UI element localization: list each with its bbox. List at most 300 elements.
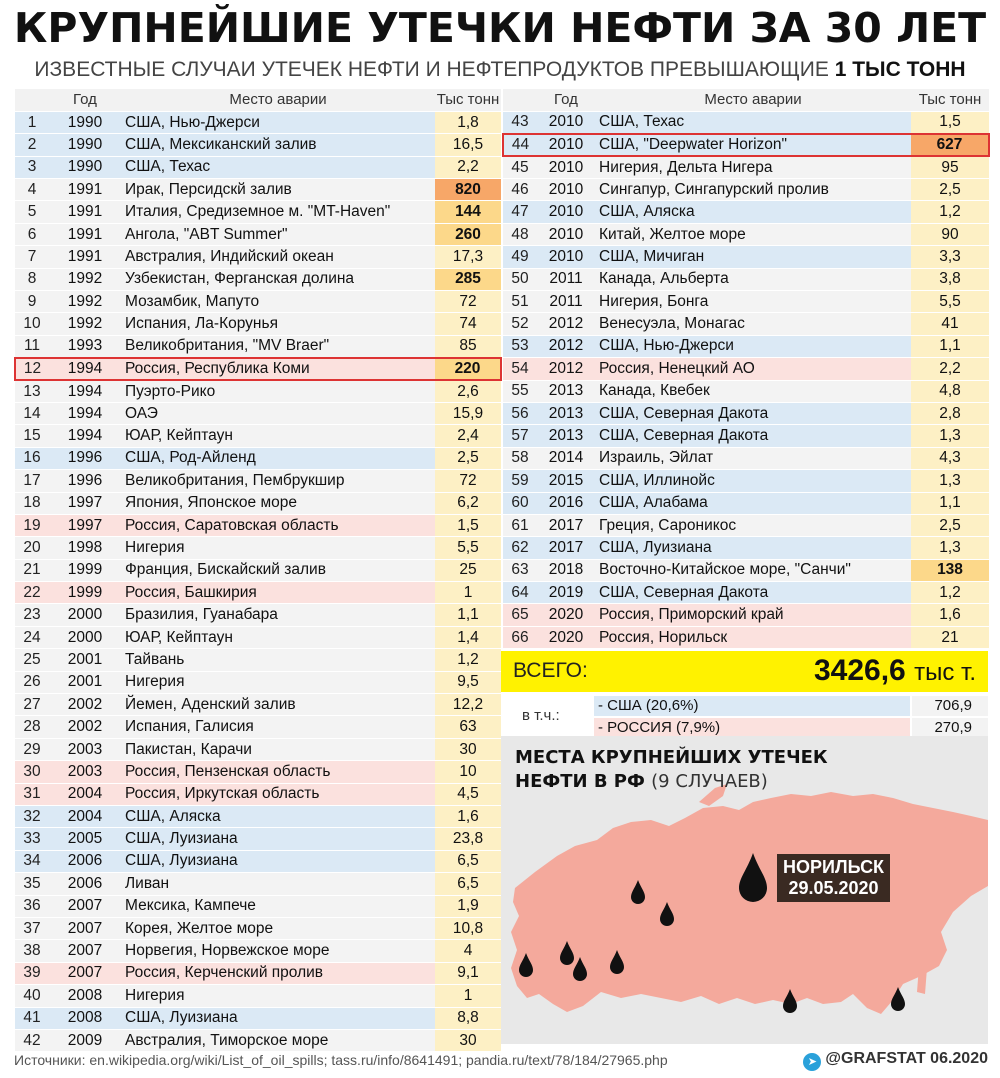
row-value: 220: [435, 358, 501, 380]
row-number: 8: [15, 268, 49, 290]
row-value: 285: [435, 268, 501, 290]
row-value: 2,2: [911, 358, 989, 380]
row-number: 12: [15, 358, 49, 380]
row-number: 40: [15, 985, 49, 1007]
row-number: 51: [503, 291, 537, 313]
row-place: Нигерия: [121, 985, 435, 1007]
row-place: Австралия, Тиморское море: [121, 1029, 435, 1051]
row-value: 1: [435, 582, 501, 604]
norilsk-callout-date: 29.05.2020: [788, 878, 879, 898]
subtitle-text: ИЗВЕСТНЫЕ СЛУЧАИ УТЕЧЕК НЕФТИ И НЕФТЕПРОДУКТОВ ПРЕВЫШАЮЩИЕ: [34, 58, 829, 81]
row-value: 1,3: [911, 470, 989, 492]
row-year: 1992: [49, 268, 121, 290]
row-value: 4,5: [435, 783, 501, 805]
row-place: ЮАР, Кейптаун: [121, 626, 435, 648]
row-number: 11: [15, 335, 49, 357]
row-year: 1991: [49, 179, 121, 201]
row-year: 2010: [537, 179, 595, 201]
table-row: [15, 246, 501, 268]
table-row: [15, 582, 501, 604]
table-row: [15, 873, 501, 895]
map-title-line2: НЕФТИ В РФ: [515, 771, 645, 792]
row-place: Пакистан, Карачи: [121, 738, 435, 760]
row-year: 1990: [49, 134, 121, 156]
row-number: 28: [15, 716, 49, 738]
row-value: 260: [435, 223, 501, 245]
row-place: Корея, Желтое море: [121, 917, 435, 939]
row-number: 7: [15, 246, 49, 268]
row-year: 1990: [49, 111, 121, 133]
row-year: 2007: [49, 895, 121, 917]
row-place: Россия, Башкирия: [121, 582, 435, 604]
table-row: [15, 358, 501, 380]
row-number: 54: [503, 358, 537, 380]
row-year: 2013: [537, 380, 595, 402]
page-title: КРУПНЕЙШИЕ УТЕЧКИ НЕФТИ ЗА 30 ЛЕТ: [13, 4, 987, 52]
row-value: 1,6: [435, 806, 501, 828]
row-number: 19: [15, 514, 49, 536]
row-value: 2,6: [435, 380, 501, 402]
row-number: 48: [503, 223, 537, 245]
row-year: 1992: [49, 291, 121, 313]
row-place: Мозамбик, Мапуто: [121, 291, 435, 313]
row-number: 52: [503, 313, 537, 335]
spills-table-right: [502, 89, 990, 649]
row-place: Ирак, Персидскй залив: [121, 179, 435, 201]
row-year: 1991: [49, 201, 121, 223]
brand-text: @GRAFSTAT 06.2020: [825, 1050, 988, 1067]
row-number: 16: [15, 447, 49, 469]
table-row: [15, 537, 501, 559]
table-row: [15, 425, 501, 447]
row-year: 2008: [49, 985, 121, 1007]
row-value: 1,5: [911, 111, 989, 133]
table-row: [503, 559, 989, 581]
row-place: Россия, Иркутская область: [121, 783, 435, 805]
row-year: 2018: [537, 559, 595, 581]
row-place: США, Аляска: [121, 806, 435, 828]
row-value: 3,3: [911, 246, 989, 268]
row-year: 1994: [49, 402, 121, 424]
row-year: 2011: [537, 291, 595, 313]
row-value: 144: [435, 201, 501, 223]
row-place: Узбекистан, Ферганская долина: [121, 268, 435, 290]
row-year: 2003: [49, 761, 121, 783]
table-row: [15, 671, 501, 693]
row-year: 2010: [537, 156, 595, 178]
header-year: Год: [49, 89, 121, 111]
table-row: [503, 313, 989, 335]
including-usa-value: 706,9: [912, 696, 988, 716]
row-number: 33: [15, 828, 49, 850]
row-year: 2019: [537, 582, 595, 604]
row-value: 1,2: [435, 649, 501, 671]
table-row: [15, 1007, 501, 1029]
table-row: [15, 447, 501, 469]
row-place: США, "Deepwater Horizon": [595, 134, 911, 156]
map-title-line1: МЕСТА КРУПНЕЙШИХ УТЕЧЕК: [515, 747, 828, 768]
table-row: [15, 626, 501, 648]
row-place: Нигерия: [121, 537, 435, 559]
row-value: 41: [911, 313, 989, 335]
row-value: 2,5: [911, 179, 989, 201]
row-value: 5,5: [435, 537, 501, 559]
row-year: 2010: [537, 134, 595, 156]
row-number: 25: [15, 649, 49, 671]
table-row: [15, 201, 501, 223]
row-place: США, Северная Дакота: [595, 402, 911, 424]
row-year: 2015: [537, 470, 595, 492]
table-row: [15, 1029, 501, 1051]
telegram-icon: ➤: [803, 1053, 821, 1071]
table-row: [503, 268, 989, 290]
row-number: 61: [503, 514, 537, 536]
row-value: 138: [911, 559, 989, 581]
row-value: 4,8: [911, 380, 989, 402]
row-year: 2003: [49, 738, 121, 760]
row-number: 20: [15, 537, 49, 559]
table-row: [15, 850, 501, 872]
row-value: 2,8: [911, 402, 989, 424]
row-year: 2011: [537, 268, 595, 290]
row-value: 1,1: [911, 492, 989, 514]
spills-table-left: [14, 89, 502, 1052]
table-row: [503, 582, 989, 604]
row-year: 2000: [49, 626, 121, 648]
row-year: 1999: [49, 559, 121, 581]
row-value: 95: [911, 156, 989, 178]
row-value: 2,4: [435, 425, 501, 447]
row-year: 1997: [49, 514, 121, 536]
table-row: [15, 962, 501, 984]
table-row: [15, 313, 501, 335]
row-number: 13: [15, 380, 49, 402]
table-row: [503, 111, 989, 133]
table-row: [503, 223, 989, 245]
row-value: 5,5: [911, 291, 989, 313]
table-row: [15, 291, 501, 313]
row-place: США, Луизиана: [121, 850, 435, 872]
row-number: 63: [503, 559, 537, 581]
russia-land-shape: [511, 792, 988, 1014]
row-year: 2017: [537, 537, 595, 559]
row-year: 2020: [537, 626, 595, 648]
row-year: 2012: [537, 313, 595, 335]
table-row: [503, 179, 989, 201]
table-row: [15, 492, 501, 514]
row-year: 2012: [537, 335, 595, 357]
row-place: Китай, Желтое море: [595, 223, 911, 245]
table-row: [503, 291, 989, 313]
row-value: 90: [911, 223, 989, 245]
row-year: 1996: [49, 447, 121, 469]
header-place: Место аварии: [595, 89, 911, 111]
table-row: [503, 380, 989, 402]
row-value: 820: [435, 179, 501, 201]
row-number: 38: [15, 940, 49, 962]
row-place: Россия, Ненецкий АО: [595, 358, 911, 380]
row-number: 29: [15, 738, 49, 760]
row-number: 17: [15, 470, 49, 492]
row-number: 32: [15, 806, 49, 828]
table-row: [15, 268, 501, 290]
row-number: 64: [503, 582, 537, 604]
table-row: [503, 514, 989, 536]
row-value: 15,9: [435, 402, 501, 424]
row-place: США, Мичиган: [595, 246, 911, 268]
including-usa-row: [594, 696, 988, 716]
table-row: [15, 761, 501, 783]
row-year: 2004: [49, 783, 121, 805]
row-value: 1,5: [435, 514, 501, 536]
row-value: 17,3: [435, 246, 501, 268]
row-year: 1999: [49, 582, 121, 604]
row-number: 47: [503, 201, 537, 223]
row-value: 9,5: [435, 671, 501, 693]
total-value-block: [814, 654, 976, 688]
total-value: 3426,6: [813, 654, 906, 687]
table-row: [503, 626, 989, 648]
row-number: 49: [503, 246, 537, 268]
table-row: [15, 783, 501, 805]
row-number: 30: [15, 761, 49, 783]
row-number: 24: [15, 626, 49, 648]
row-place: Нигерия, Дельта Нигера: [595, 156, 911, 178]
row-year: 2007: [49, 940, 121, 962]
row-number: 34: [15, 850, 49, 872]
row-year: 2002: [49, 716, 121, 738]
row-number: 42: [15, 1029, 49, 1051]
row-number: 45: [503, 156, 537, 178]
row-place: ОАЭ: [121, 402, 435, 424]
row-place: Мексика, Кампече: [121, 895, 435, 917]
row-value: 6,5: [435, 850, 501, 872]
row-value: 1,4: [435, 626, 501, 648]
row-value: 12,2: [435, 694, 501, 716]
row-number: 5: [15, 201, 49, 223]
row-year: 1990: [49, 156, 121, 178]
row-year: 1991: [49, 223, 121, 245]
table-row: [503, 604, 989, 626]
row-place: Италия, Средиземное м. "MT-Haven": [121, 201, 435, 223]
row-number: 31: [15, 783, 49, 805]
table-row: [15, 806, 501, 828]
row-year: 1997: [49, 492, 121, 514]
row-place: Венесуэла, Монагас: [595, 313, 911, 335]
row-value: 627: [911, 134, 989, 156]
row-place: Сингапур, Сингапурский пролив: [595, 179, 911, 201]
table-row: [503, 402, 989, 424]
including-label: в т.ч.:: [522, 707, 560, 724]
row-number: 3: [15, 156, 49, 178]
table-row: [15, 223, 501, 245]
row-number: 10: [15, 313, 49, 335]
row-year: 2012: [537, 358, 595, 380]
row-value: 1,3: [911, 537, 989, 559]
row-number: 21: [15, 559, 49, 581]
table-row: [15, 985, 501, 1007]
row-number: 6: [15, 223, 49, 245]
table-row: [15, 738, 501, 760]
table-row: [15, 335, 501, 357]
row-place: Россия, Керченский пролив: [121, 962, 435, 984]
row-number: 37: [15, 917, 49, 939]
row-number: 14: [15, 402, 49, 424]
row-year: 2000: [49, 604, 121, 626]
row-value: 74: [435, 313, 501, 335]
row-number: 18: [15, 492, 49, 514]
row-value: 30: [435, 1029, 501, 1051]
row-place: Пуэрто-Рико: [121, 380, 435, 402]
row-place: Нигерия: [121, 671, 435, 693]
row-number: 59: [503, 470, 537, 492]
row-year: 2006: [49, 850, 121, 872]
row-place: США, Луизиана: [121, 828, 435, 850]
row-place: Канада, Квебек: [595, 380, 911, 402]
header-number: [15, 89, 49, 111]
row-place: Россия, Республика Коми: [121, 358, 435, 380]
row-year: 2010: [537, 223, 595, 245]
row-place: США, Алабама: [595, 492, 911, 514]
table-row: [503, 246, 989, 268]
row-value: 2,5: [435, 447, 501, 469]
row-year: 2001: [49, 649, 121, 671]
table-row: [15, 604, 501, 626]
norilsk-callout: [777, 854, 890, 902]
row-year: 1994: [49, 425, 121, 447]
header-value: Тыс тонн: [911, 89, 989, 111]
row-number: 27: [15, 694, 49, 716]
row-number: 46: [503, 179, 537, 201]
row-value: 1,2: [911, 582, 989, 604]
table-row: [15, 402, 501, 424]
row-number: 44: [503, 134, 537, 156]
table-row: [15, 134, 501, 156]
including-russia-row: [594, 718, 988, 738]
row-number: 60: [503, 492, 537, 514]
table-row: [15, 694, 501, 716]
row-place: США, Нью-Джерси: [595, 335, 911, 357]
header-value: Тыс тонн: [435, 89, 501, 111]
row-value: 2,5: [911, 514, 989, 536]
row-place: США, Техас: [121, 156, 435, 178]
table-row: [503, 201, 989, 223]
table-row: [15, 828, 501, 850]
row-year: 1993: [49, 335, 121, 357]
row-number: 43: [503, 111, 537, 133]
row-year: 2020: [537, 604, 595, 626]
row-place: Восточно-Китайское море, "Санчи": [595, 559, 911, 581]
including-russia-value: 270,9: [912, 718, 988, 738]
table-row: [15, 514, 501, 536]
total-panel: [501, 651, 988, 692]
row-place: США, Иллинойс: [595, 470, 911, 492]
row-place: США, Род-Айленд: [121, 447, 435, 469]
row-number: 9: [15, 291, 49, 313]
map-title: [515, 746, 828, 794]
row-year: 1994: [49, 358, 121, 380]
map-title-count: (9 СЛУЧАЕВ): [651, 771, 768, 792]
row-place: Россия, Саратовская область: [121, 514, 435, 536]
row-number: 36: [15, 895, 49, 917]
row-value: 10,8: [435, 917, 501, 939]
row-place: Великобритания, Пембрукшир: [121, 470, 435, 492]
header-place: Место аварии: [121, 89, 435, 111]
row-number: 57: [503, 425, 537, 447]
table-row: [503, 134, 989, 156]
table-row: [503, 492, 989, 514]
row-place: Россия, Норильск: [595, 626, 911, 648]
row-number: 1: [15, 111, 49, 133]
row-year: 2010: [537, 246, 595, 268]
row-place: Австралия, Индийский океан: [121, 246, 435, 268]
row-place: Канада, Альберта: [595, 268, 911, 290]
table-row: [15, 380, 501, 402]
row-number: 41: [15, 1007, 49, 1029]
row-number: 62: [503, 537, 537, 559]
row-number: 55: [503, 380, 537, 402]
row-place: Бразилия, Гуанабара: [121, 604, 435, 626]
table-row: [15, 716, 501, 738]
row-year: 2006: [49, 873, 121, 895]
row-place: Нигерия, Бонга: [595, 291, 911, 313]
table-row: [15, 156, 501, 178]
row-year: 1998: [49, 537, 121, 559]
row-place: США, Северная Дакота: [595, 582, 911, 604]
row-value: 4,3: [911, 447, 989, 469]
table-row: [15, 559, 501, 581]
row-year: 2010: [537, 111, 595, 133]
table-row: [503, 425, 989, 447]
row-value: 1,3: [911, 425, 989, 447]
table-row: [503, 335, 989, 357]
row-number: 15: [15, 425, 49, 447]
row-place: Ангола, "ABT Summer": [121, 223, 435, 245]
table-row: [503, 447, 989, 469]
row-value: 30: [435, 738, 501, 760]
row-number: 53: [503, 335, 537, 357]
row-year: 2017: [537, 514, 595, 536]
row-place: США, Северная Дакота: [595, 425, 911, 447]
row-place: Тайвань: [121, 649, 435, 671]
row-number: 23: [15, 604, 49, 626]
row-number: 56: [503, 402, 537, 424]
row-year: 2008: [49, 1007, 121, 1029]
row-year: 2016: [537, 492, 595, 514]
row-place: Ливан: [121, 873, 435, 895]
row-year: 2004: [49, 806, 121, 828]
row-year: 1996: [49, 470, 121, 492]
row-number: 66: [503, 626, 537, 648]
row-value: 9,1: [435, 962, 501, 984]
subtitle-bold: 1 ТЫС ТОНН: [834, 58, 966, 81]
row-number: 35: [15, 873, 49, 895]
row-value: 10: [435, 761, 501, 783]
row-value: 21: [911, 626, 989, 648]
table-row: [15, 649, 501, 671]
row-value: 3,8: [911, 268, 989, 290]
norilsk-callout-city: НОРИЛЬСК: [783, 857, 885, 877]
row-year: 2007: [49, 917, 121, 939]
row-place: Испания, Галисия: [121, 716, 435, 738]
row-year: 2014: [537, 447, 595, 469]
row-value: 1,6: [911, 604, 989, 626]
total-unit: тыс т.: [914, 659, 976, 686]
table-row: [503, 156, 989, 178]
table-row: [15, 940, 501, 962]
row-place: Греция, Сароникос: [595, 514, 911, 536]
row-place: США, Луизиана: [121, 1007, 435, 1029]
